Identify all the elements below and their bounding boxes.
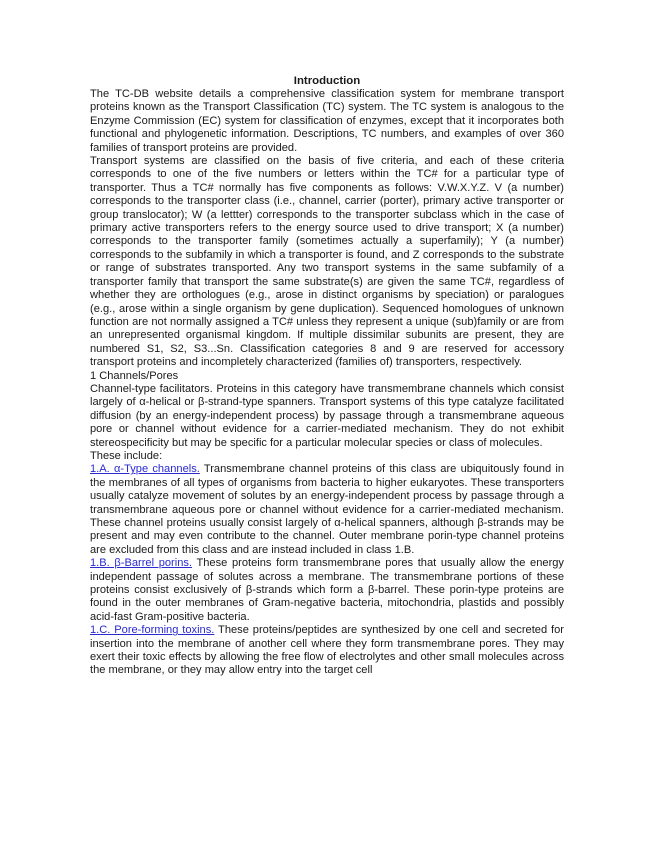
subsection-1a-text: Transmembrane channel proteins of this class are ubiquitously found in the membranes of all types of organisms from bacteria to higher eukaryotes. These transporters usually catalyze movement of solutes by an energy-independent process by passage through a transmembrane aqueous pore or channel without evidence for a carrier-mediated mechanism. These channel proteins usually consist largely of α-helical spanners, although β-strands may be present and may even contribute to the channel. Outer membrane porin-type channel proteins are excluded from this class and are instead included in class 1.B.: [90, 463, 565, 556]
link-1c-pore-forming-toxins[interactable]: 1.C. Pore-forming toxins.: [90, 624, 215, 637]
link-1b-beta-barrel-porins[interactable]: 1.B. β-Barrel porins.: [90, 557, 193, 570]
section-heading: 1 Channels/Pores: [90, 369, 179, 382]
these-include-label: These include:: [90, 449, 163, 462]
intro-paragraph: The TC-DB website details a comprehensive classification system for membrane transport proteins known as the Transport Classification (TC) system. The TC system is analogous to the Enzyme Commission (EC) system for classification of enzymes, except that it incorporates both functional and phylogenetic information. Descriptions, TC numbers, and examples of over 360 families of transport proteins are provided.: [90, 88, 564, 154]
subsection-1c-text: These proteins/peptides are synthesized by one cell and secreted for insertion into the membrane of another cell where they form transmembrane pores. They may exert their toxic effects by allowing the free flow of electrolytes and other small molecules across the membrane, or they may allow entry into the target cell: [90, 624, 564, 677]
subsection-1b-text: These proteins form transmembrane pores that usually allow the energy independent passage of solutes across a membrane. The transmembrane portions of these proteins consist exclusively of β-strands which form a β-barrel. These porin-type proteins are found in the outer membranes of Gram-negative bacteria, mitochondria, plastids and possibly acid-fast Gram-positive bacteria.: [90, 557, 564, 623]
subsection-1b: [90, 557, 564, 624]
link-1a-alpha-type-channels[interactable]: 1.A. α-Type channels.: [90, 463, 200, 476]
criteria-paragraph: Transport systems are classified on the basis of five criteria, and each of these criteria corresponds to one of the five numbers or letters within the TC# for a particular type of transporter. Thus a TC# normally has five components as follows: V.W.X.Y.Z. V (a number) corresponds to the transporter class (i.e., channel, carrier (porter), primary active transporter or group translocator); W (a lettter) corresponds to the transporter subclass which in the case of primary active transporters refers to the energy source used to drive transport; X (a number) corresponds to the transporter family (sometimes actually a superfamily); Y (a number) corresponds to the subfamily in which a transporter is found, and Z corresponds to the substrate or range of substrates transported. Any two transport systems in the same subfamily of a transporter family that transport the same substrate(s) are given the same TC#, regardless of whether they are orthologues (e.g., arose in distinct organisms by speciation) or paralogues (e.g., arose within a single organism by gene duplication). Sequenced homologues of unknown function are not normally assigned a TC# unless they represent a unique (sub)family or are from an unrepresented organismal kingdom. If multiple dissimilar subunits are present, they are numbered S1, S2, S3...Sn. Classification categories 8 and 9 are reserved for accessory transport proteins and incompletely characterized (families of) transporters, respectively.: [90, 155, 564, 369]
subsection-1c: [90, 624, 564, 678]
document-page: [90, 74, 564, 678]
subsection-1a: [90, 463, 564, 557]
page-title: Introduction: [293, 75, 361, 87]
channels-paragraph: Channel-type facilitators. Proteins in this category have transmembrane channels which consist largely of α-helical or β-strand-type spanners. Transport systems of this type catalyze facilitated diffusion (by an energy-independent process) by passage through a transmembrane aqueous pore or channel without evidence for a carrier-mediated mechanism. They do not exhibit stereospecificity but may be specific for a particular molecular species or class of molecules.: [90, 382, 564, 449]
